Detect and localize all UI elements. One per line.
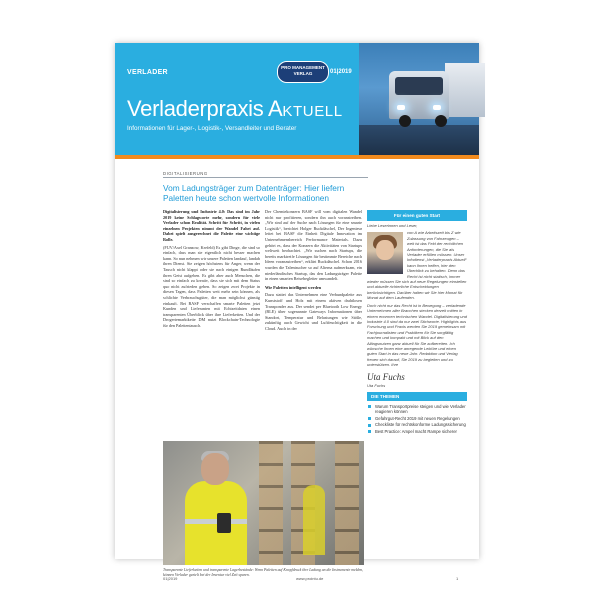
- photo-caption: Transparente Lieferketten und transparente Lagerbestände: Wenn Paletten auf Knopfdruck ihre Ladung an die Instrumente melden, können Verlader gezielt bei der Inventur viel Zeit sparen.: [163, 568, 364, 577]
- article-paragraph: Dazu stattet das Unternehmen eine Verbundpalette aus Kunststoff und Holz mit einem aktiven drahtlosen Transponder aus. Der sendet per Bluetooth Low Energy (BLE) über sogenannte Gateways Informationen über Standort, Temperatur und Belastungen wie Stöße, zukünftig auch Gewicht und Luftfeuchtigkeit in die Cloud. Auch in der: [265, 292, 362, 331]
- theme-item: Warum Transportpreise steigen und wie Verlader reagieren können: [367, 404, 467, 415]
- masthead: [115, 43, 479, 155]
- editorial-greeting: Liebe Leserinnen und Leser,: [367, 223, 418, 228]
- theme-item: Checkliste für rechtskonforme Ladungssicherung: [367, 422, 467, 428]
- publication-title: [127, 96, 343, 122]
- theme-item: Gefahrgut-Recht 2019 mit neuen Regelungen: [367, 416, 467, 422]
- footer-page-number: 1: [456, 576, 459, 581]
- newsletter-page: [115, 43, 479, 577]
- footer-url: www.prointu.de: [296, 576, 324, 581]
- themes-heading: DIE THEMEN: [367, 392, 467, 401]
- title-smallcaps: KTUELL: [282, 103, 343, 120]
- editorial-text: [367, 223, 467, 368]
- article-column-1: [163, 209, 260, 330]
- footer-issue: 01|2019: [163, 576, 178, 581]
- article-rubric: DIGITALISIERUNG: [163, 171, 368, 178]
- article-subhead: Wie Paletten intelligent werden: [265, 284, 322, 290]
- article-headline: Vom Ladungsträger zum Datenträger: Hier liefern Paletten heute schon wertvolle Informationen: [163, 183, 345, 203]
- article-paragraph: Der Chemiekonzern BASF will vom digitalen Wandel nicht nur profitieren, sondern ihn auch voranstreiben. „Wir sind auf der Suche nach Lösungen für eine smarte Logistik“, berichtet Holger Ruckdäschel, Der Ingenieur leitet bei BASF die Einheit Digitale Innovation im Unternehmensbereich Performance Materials. Dazu gehört es, dass der Konzern die Aktivitäten von Startups weltweit beobachtet. „Wir suchen nach Startups, die bereits marktreife Lösungen für bestimmte Bereiche nach Ideen voranzutreiben“, erklärt Ruckdäschel. Schon 2016 wurden die Talentsucher so auf Alterna aufmerksam, ein niederländisches Startup, das den Ladungsträger Palette in einen smarten Reisebegleiter umwandelt.: [265, 209, 362, 282]
- article-paragraph: (FUV/Axel Granzow, Krefeld) Es gibt Dinge, die sind so einfach, dass man sie eigentlich nicht besser machen kann. So nun nehmen wir unsere Paletten landauf, landab ihren Dienst. Sie zeigen höchstens für Anger, wenn der Tausch nicht klappt oder sie nach einigen Rundläufen ihren Geist aufgeben. Es gibt aber auch Menschen, die sind so einfach zu kreativ, dass sie sich mit dem Status quo nicht zufrieden geben. So zeigen zwei Projekte in diesen Tagen, dass Paletten weit mehr sein können, als schlichte Verbrauchsgüter, die man möglichst günstig einkauft. Bei BASF verschaffen smarte Paletten jetzt Kunden und Lieferanten mit Echtzeitdaten einen transparenten Überblick über ihre Lieferketten. Und der Drogeriemarktkette DM nutzt Blockchain-Technologie für den Palettentausch.: [163, 244, 260, 328]
- publication-subtitle: Informationen für Lager-, Logistik-, Versandleiter und Berater: [127, 125, 297, 132]
- warehouse-photo: [163, 441, 364, 565]
- section-label: VERLADER: [127, 69, 168, 76]
- accent-bar: [115, 155, 479, 159]
- issue-number: 01|2019: [330, 69, 352, 75]
- title-main: Verladerpraxis A: [127, 96, 283, 121]
- article-lead: Digitalisierung und Industrie 4.0: Das sind im Jahr 2019 keine Schlagworte mehr, sondern für viele Verlader schon Realität. Schritt für Schritt, in vielen einzelnen Projekten nimmt der Wandel Fahrt auf. Dabei spielt ausgerechnet die Palette eine wichtige Rolle.: [163, 209, 260, 242]
- editor-signature: Uta Fuchs: [367, 371, 405, 382]
- logo-line-2: VERLAG: [293, 71, 313, 76]
- truck-photo: [359, 43, 479, 155]
- editorial-sidebar: [367, 210, 467, 436]
- article-column-2: [265, 209, 362, 333]
- sidebar-heading: Für einen guten Start: [367, 210, 467, 221]
- editorial-paragraph: von A wie Arbeitszeit bis Z wie Zulassung von Fahrzeugen – weit ist das Feld der rechtlichen Anforderungen, die Sie als Verlader erfüllen müssen. Unser Infodienst „Verladerpraxis Aktuell“ kann Ihnen helfen, hier den Überblick zu behalten. Denn das Recht ist nicht statisch, immer wieder müssen Sie sich auf neue Regelungen einstellen und aktuelle richterliche Entscheidungen berücksichtigen. Darüber halten wir Sie hier Monat für Monat auf dem Laufenden.: [367, 230, 467, 301]
- publisher-logo: [277, 61, 329, 83]
- theme-item: Best Practice: Ampel macht Rampe sicherer: [367, 429, 467, 435]
- logo-line-1: PRO MANAGEMENT: [281, 65, 325, 70]
- editor-name: Uta Fuchs: [367, 382, 386, 388]
- editor-portrait: [367, 232, 403, 274]
- themes-list: [367, 404, 467, 435]
- editorial-paragraph: Doch nicht nur das Recht ist in Bewegung – verladende Unternehmen aller Branchen stecken derzeit mitten in einem enormen technischen Wandel. Digitalisierung und Industrie 4.0 sind da nur zwei Stichworte. Highlights aus Forschung und Praxis werden Sie 2019 gemeinsam mit Fachjournalisten und Praktikern für Sie sorgfältig machen und kompakt und mit Blick auf den Alltagsnutzen ganz aktuell für Sie aufbereiten. Ich wünsche Ihnen eine anregende Lektüre und einen guten Start in das neue Jahr. Redaktion und Verlag freuen sich darauf, Sie 2019 zu begleiten und zu unterstützen. Ihre: [367, 302, 467, 368]
